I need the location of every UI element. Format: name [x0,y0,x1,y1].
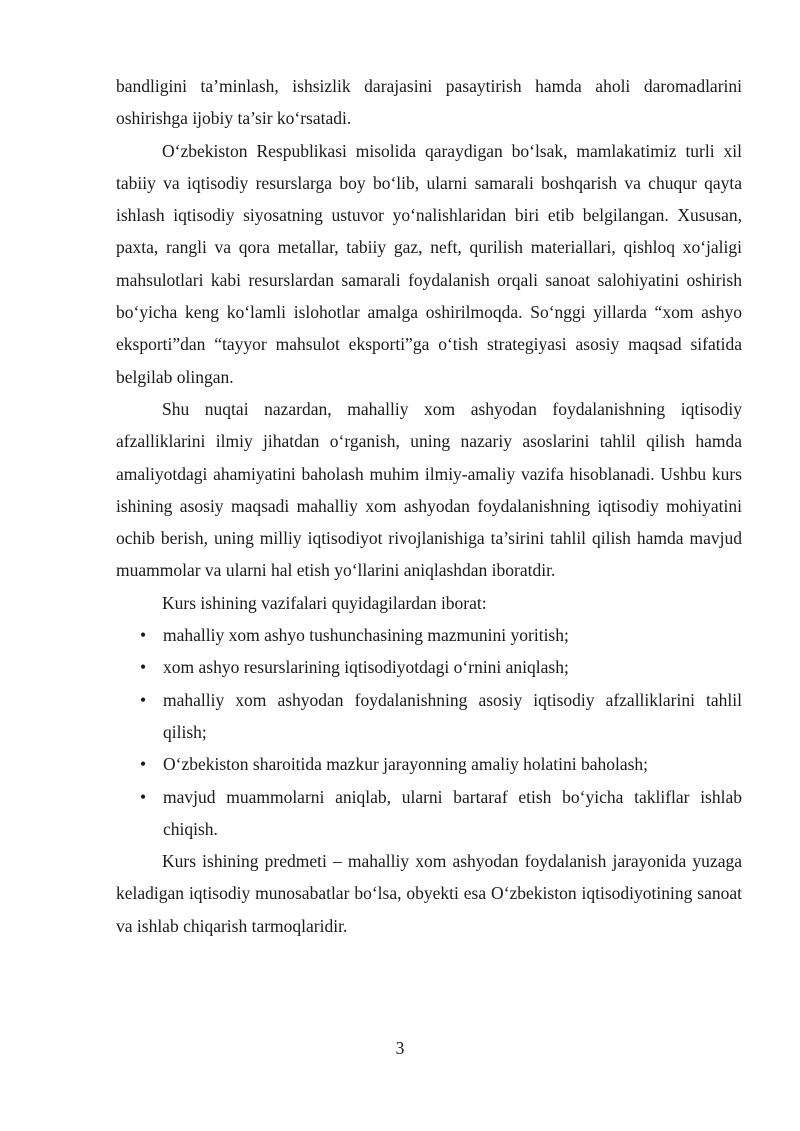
paragraph-purpose: Shu nuqtai nazardan, mahalliy xom ashyodan foydalanishning iqtisodiy afzalliklarini ilmiy jihatdan o‘rganish, uning nazariy asoslarini tahlil qilish hamda amaliyotdagi ahamiyatini baholash muhim ilmiy-amaliy vazifa hisoblanadi. Ushbu kurs ishining asosiy maqsadi mahalliy xom ashyodan foydalanishning iqtisodiy mohiyatini ochib berish, uning milliy iqtisodiyot rivojlanishiga ta’sirini tahlil qilish hamda mavjud muammolar va ularni hal etish yo‘llarini aniqlashdan iboratdir. [116,398,742,581]
task-item-text: mahalliy xom ashyodan foydalanishning asosiy iqtisodiy afzalliklarini tahlil qilish; [163,689,742,742]
task-item-text: O‘zbekiston sharoitida mazkur jarayonning amaliy holatini baholash; [163,754,649,775]
page-number: 3 [395,1038,405,1058]
task-item [116,651,742,683]
task-item [116,619,742,651]
bullet-icon: • [140,689,147,710]
task-item [116,781,742,846]
task-item [116,684,742,749]
tasks-intro: Kurs ishining vazifalari quyidagilardan iborat: [162,592,487,613]
bullet-icon: • [140,657,147,678]
bullet-icon: • [140,754,147,775]
task-item-text: mahalliy xom ashyo tushunchasining mazmunini yoritish; [163,625,569,646]
document-page [116,70,742,942]
task-item [116,748,742,780]
bullet-icon: • [140,786,147,807]
tasks-list [116,619,742,845]
paragraph-continuation: bandligini ta’minlash, ishsizlik darajasini pasaytirish hamda aholi daromadlarini oshirishga ijobiy ta’sir ko‘rsatadi. [116,76,742,129]
paragraph-subject-object: Kurs ishining predmeti – mahalliy xom ashyodan foydalanish jarayonida yuzaga keladigan iqtisodiy munosabatlar bo‘lsa, obyekti esa O‘zbekiston iqtisodiyotining sanoat va ishlab chiqarish tarmoqlaridir. [116,851,742,936]
bullet-icon: • [140,625,147,646]
task-item-text: mavjud muammolarni aniqlab, ularni bartaraf etish bo‘yicha takliflar ishlab chiqish. [163,786,742,839]
task-item-text: xom ashyo resurslarining iqtisodiyotdagi o‘rnini aniqlash; [163,657,569,678]
paragraph-uzbekistan-resources: O‘zbekiston Respublikasi misolida qaraydigan bo‘lsak, mamlakatimiz turli xil tabiiy va iqtisodiy resurslarga boy bo‘lib, ularni samarali boshqarish va chuqur qayta ishlash iqtisodiy siyosatning ustuvor yo‘nalishlaridan biri etib belgilangan. Xususan, paxta, rangli va qora metallar, tabiiy gaz, neft, qurilish materiallari, qishloq xo‘jaligi mahsulotlari kabi resurslardan samarali foydalanish orqali sanoat salohiyatini oshirish bo‘yicha keng ko‘lamli islohotlar amalga oshirilmoqda. So‘nggi yillarda “xom ashyo eksporti”dan “tayyor mahsulot eksporti”ga o‘tish strategiyasi asosiy maqsad sifatida belgilab olingan. [116,140,742,387]
